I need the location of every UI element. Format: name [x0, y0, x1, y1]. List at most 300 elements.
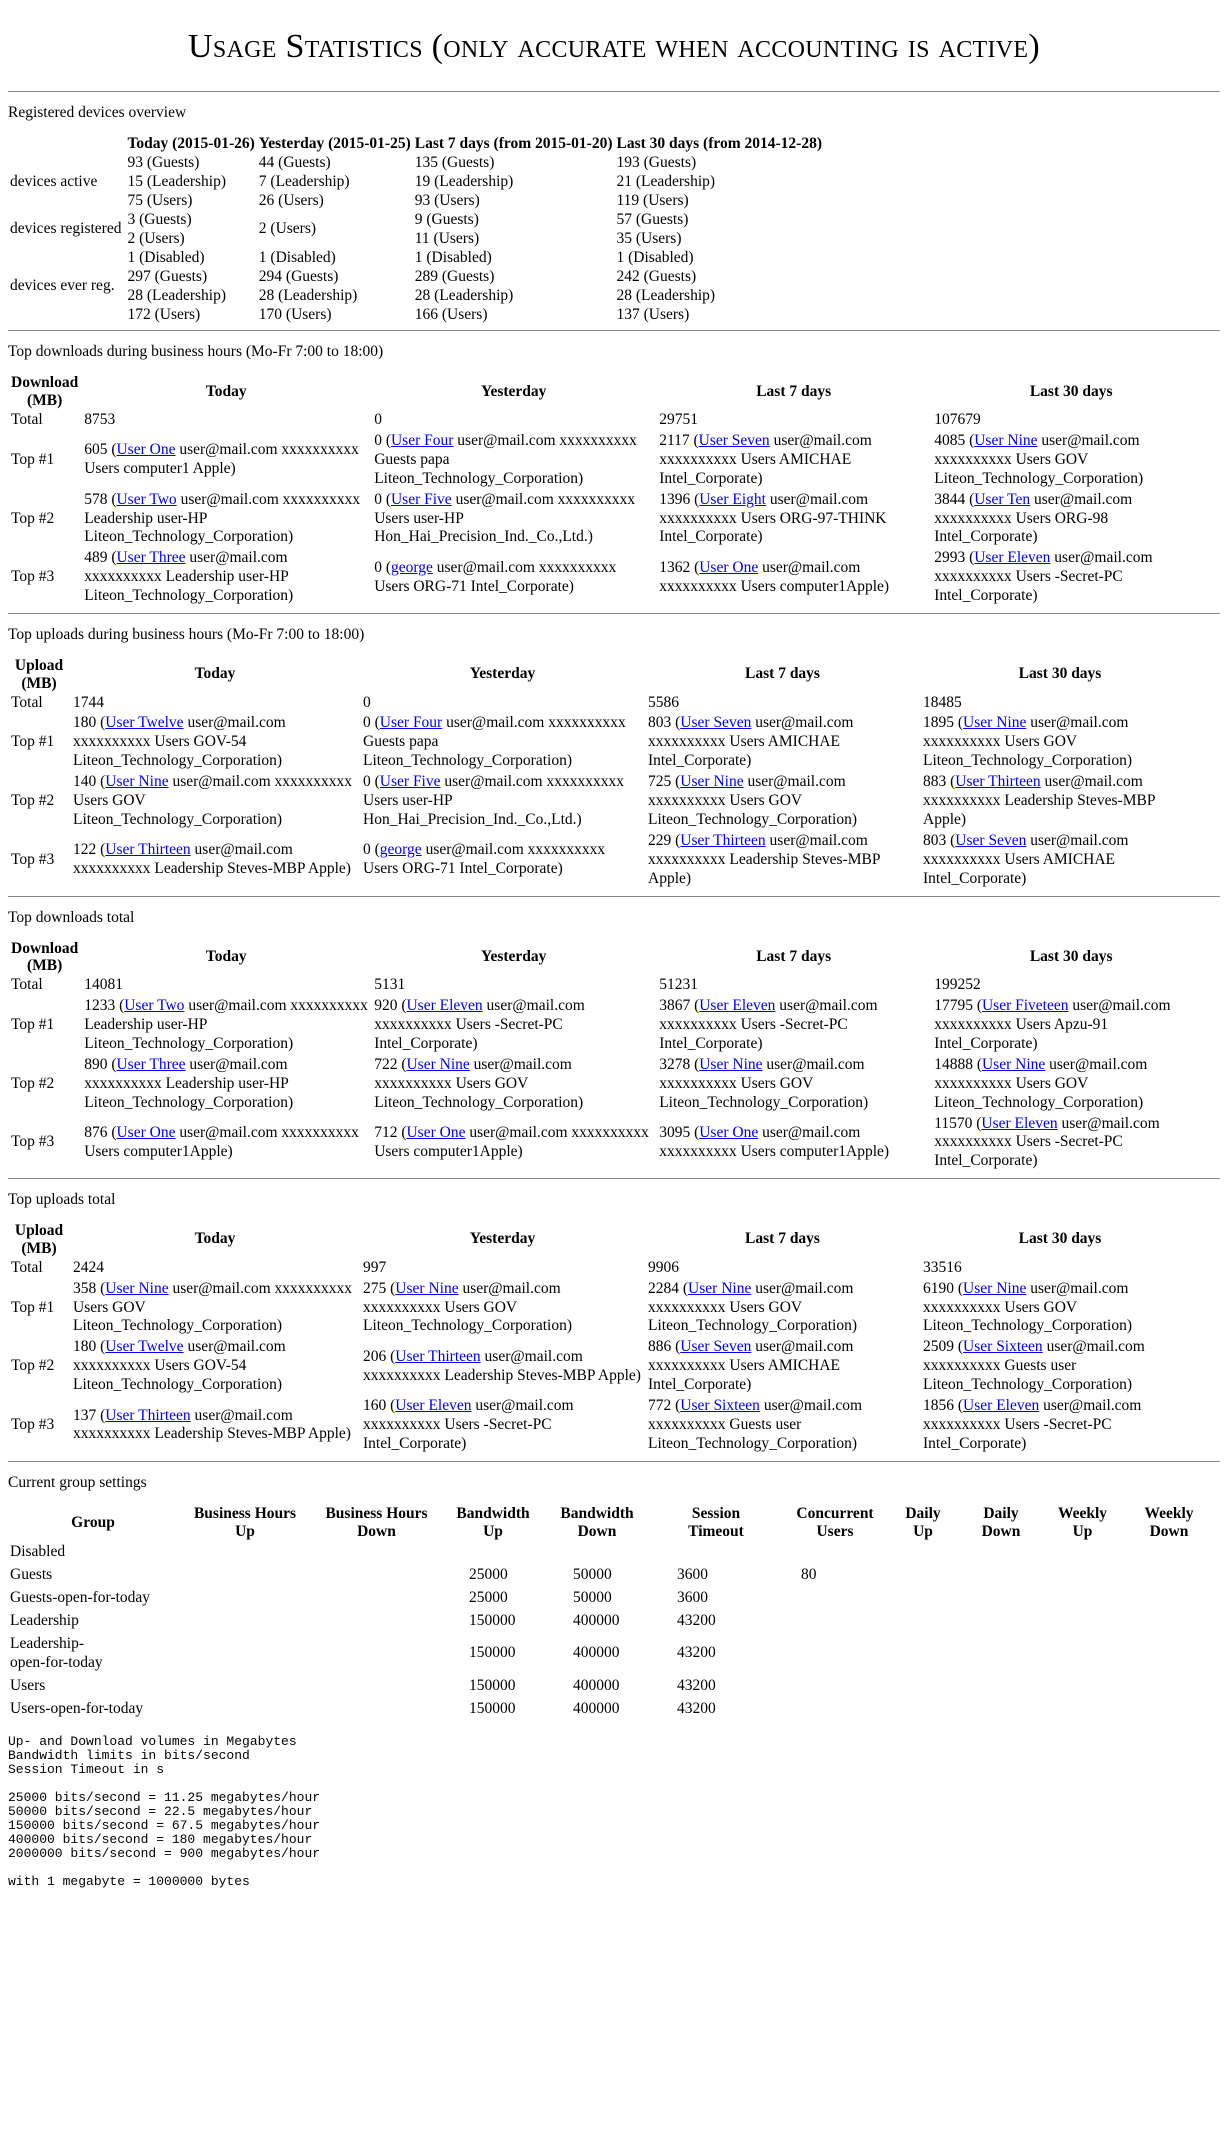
- group-value: [783, 1675, 887, 1698]
- group-value: [783, 1587, 887, 1610]
- entry-volume: 1233 (: [84, 997, 125, 1015]
- entry-details: user@mail.com xxxxxxxxxx Users -Secret-PC Intel_Corporate): [923, 1397, 1142, 1452]
- group-name: Users-open-for-today: [10, 1699, 144, 1717]
- user-link[interactable]: User Fiveteen: [981, 997, 1069, 1015]
- group-row: [8, 1610, 1216, 1633]
- entry-details: user@mail.com xxxxxxxxxx Guests papa Liteon_Technology_Corporation): [374, 431, 637, 487]
- group-name: Leadership: [10, 1612, 79, 1629]
- user-link[interactable]: User Sixteen: [963, 1338, 1043, 1356]
- top-rank-label: Top #2: [11, 509, 55, 527]
- group-row: [8, 1587, 1216, 1610]
- group-col-header-line: Users: [816, 1523, 854, 1540]
- group-value: 400000: [573, 1699, 620, 1717]
- entry-volume: 2993 (: [934, 549, 975, 567]
- user-link[interactable]: User Eleven: [699, 997, 776, 1015]
- group-value: 43200: [677, 1699, 716, 1717]
- group-value: 150000: [469, 1644, 516, 1662]
- entry-details: user@mail.com xxxxxxxxxx Users AMICHAE Intel_Corporate): [648, 1338, 854, 1394]
- devices-col-header: Last 7 days (from 2015-01-20): [414, 135, 613, 153]
- user-link[interactable]: User Three: [116, 549, 186, 567]
- user-link[interactable]: User One: [406, 1123, 466, 1141]
- devices-cell-line: 242 (Guests): [616, 267, 697, 285]
- entry-volume: 1396 (: [659, 490, 700, 508]
- group-col-header-line: Bandwidth: [560, 1504, 634, 1522]
- user-link[interactable]: User Eleven: [974, 549, 1051, 567]
- user-link[interactable]: User Eleven: [395, 1397, 472, 1415]
- total-label: Total: [11, 693, 43, 711]
- units-notes: Up- and Download volumes in Megabytes Bandwidth limits in bits/second Session Timeout in s 25000 bits/second = 11.25 megabytes/hour 50000 bits/second = 22.5 megabytes/hour 150000 bits/second = 67.5 megabytes/hour 400000 bits/second = 180 megabytes/hour 2000000 bits/second = 900 megabytes/hour with 1 megabyte = 1000000 bytes: [8, 1733, 321, 1889]
- entry-volume: 876 (: [84, 1123, 117, 1141]
- entry-volume: 122 (: [73, 841, 106, 859]
- total-label: Total: [11, 976, 43, 994]
- user-link[interactable]: User Four: [379, 714, 443, 732]
- entry-volume: 803 (: [648, 714, 681, 732]
- entry-volume: 0 (: [363, 841, 380, 859]
- top-entry: [371, 1055, 656, 1114]
- group-value: 50000: [573, 1589, 612, 1607]
- group-value: [887, 1587, 959, 1610]
- entry-volume: 886 (: [648, 1338, 681, 1356]
- top-table-header-row: [8, 940, 1211, 976]
- devices-cell-line: 119 (Users): [616, 192, 689, 210]
- top-rank-label: Top #3: [11, 1416, 55, 1433]
- entry-volume: 2117 (: [659, 431, 699, 449]
- top-entry: [371, 1114, 656, 1173]
- user-link[interactable]: User Seven: [955, 831, 1027, 849]
- group-value: [178, 1633, 312, 1675]
- user-link[interactable]: User Nine: [963, 714, 1027, 732]
- group-value: [1122, 1587, 1216, 1610]
- top-row: [8, 548, 1211, 607]
- period-header: Last 30 days: [1029, 382, 1113, 400]
- user-link[interactable]: User One: [116, 1123, 176, 1141]
- top-table-title: Top downloads during business hours (Mo-Fr 7:00 to 18:00): [8, 343, 384, 361]
- top-entry: [931, 431, 1211, 490]
- devices-cell-line: 75 (Users): [127, 192, 193, 210]
- total-value: 0: [374, 410, 382, 428]
- top-entry: [645, 772, 920, 831]
- top-rank-label: Top #1: [11, 1015, 55, 1033]
- top-entry: [70, 772, 360, 831]
- entry-details: user@mail.com xxxxxxxxxx Users ORG-71 Intel_Corporate): [363, 841, 606, 878]
- group-value: [783, 1610, 887, 1633]
- entry-volume: 803 (: [923, 831, 956, 849]
- top-entry: [371, 431, 656, 490]
- top-row: [8, 996, 1211, 1055]
- unit-header-line: Download: [11, 374, 79, 392]
- devices-cell-line: 28 (Leadership): [616, 286, 716, 304]
- user-link[interactable]: User Nine: [963, 1279, 1027, 1297]
- group-name: Leadership- open-for-today: [10, 1634, 103, 1671]
- top-entry: [371, 490, 656, 549]
- devices-row: [8, 154, 824, 211]
- devices-row-label: devices active: [10, 173, 98, 191]
- group-col-header: [441, 1505, 545, 1542]
- entry-volume: 4085 (: [934, 431, 975, 449]
- top-entry: [920, 1279, 1200, 1338]
- user-link[interactable]: User Thirteen: [105, 841, 191, 859]
- group-value: 400000: [573, 1612, 620, 1629]
- group-value: [887, 1675, 959, 1698]
- entry-volume: 275 (: [363, 1279, 396, 1297]
- top-entry: [360, 772, 645, 831]
- devices-cell-line: 172 (Users): [127, 305, 201, 323]
- group-value: [959, 1541, 1043, 1564]
- entry-volume: 3278 (: [659, 1055, 700, 1073]
- group-value: [1043, 1633, 1122, 1675]
- group-value: [649, 1541, 783, 1564]
- user-link[interactable]: User Nine: [680, 773, 744, 791]
- user-link[interactable]: User Nine: [105, 1279, 169, 1297]
- top-entry: [931, 548, 1211, 607]
- user-link[interactable]: User Two: [116, 490, 177, 508]
- group-col-header-line: Down: [577, 1523, 617, 1540]
- group-col-header: [887, 1505, 959, 1542]
- entry-volume: 578 (: [84, 490, 117, 508]
- user-link[interactable]: User Thirteen: [105, 1406, 191, 1424]
- user-link[interactable]: User Sixteen: [680, 1397, 760, 1415]
- user-link[interactable]: User Nine: [981, 1055, 1046, 1073]
- group-value: [312, 1541, 441, 1564]
- top-entry: [70, 1279, 360, 1338]
- top-entry: [70, 1396, 360, 1455]
- entry-details: user@mail.com xxxxxxxxxx Leadership user-HP Liteon_Technology_Corporation): [84, 997, 368, 1052]
- top-row: [8, 1055, 1211, 1114]
- user-link[interactable]: User Nine: [699, 1055, 763, 1073]
- total-value: 18485: [923, 693, 962, 711]
- top-rank-label: Top #3: [11, 1133, 55, 1151]
- top-table: [8, 1222, 1200, 1455]
- devices-cell-line: 93 (Guests): [127, 154, 200, 172]
- entry-volume: 180 (: [73, 714, 106, 732]
- top-row: [8, 490, 1211, 549]
- total-value: 33516: [923, 1258, 962, 1276]
- group-col-header-line: Up: [235, 1523, 255, 1540]
- top-entry: [920, 713, 1200, 772]
- top-entry: [70, 831, 360, 890]
- entry-volume: 1895 (: [923, 714, 964, 732]
- group-value: 150000: [469, 1612, 516, 1629]
- devices-cell-line: 170 (Users): [258, 305, 332, 323]
- devices-table: [8, 135, 824, 324]
- top-entry: [931, 996, 1211, 1055]
- top-table-title: Top uploads total: [8, 1191, 116, 1209]
- top-table-header-row: [8, 1222, 1200, 1258]
- top-row: [8, 1396, 1200, 1455]
- devices-cell: [413, 211, 615, 249]
- entry-volume: 6190 (: [923, 1279, 964, 1297]
- top-entry: [360, 831, 645, 890]
- entry-details: user@mail.com xxxxxxxxxx Users GOV Liteon_Technology_Corporation): [934, 1055, 1148, 1111]
- period-header: Last 30 days: [1018, 665, 1102, 683]
- group-col-header: [1122, 1505, 1216, 1542]
- user-link[interactable]: User Nine: [974, 431, 1038, 449]
- entry-details: user@mail.com xxxxxxxxxx Users GOV-54 Liteon_Technology_Corporation): [73, 1338, 286, 1394]
- user-link[interactable]: User One: [116, 441, 176, 459]
- group-value: [312, 1564, 441, 1587]
- user-link[interactable]: User Twelve: [105, 714, 184, 732]
- devices-corner: [8, 135, 125, 154]
- entry-volume: 140 (: [73, 773, 106, 791]
- user-link[interactable]: User Thirteen: [680, 831, 766, 849]
- group-col-header-line: Weekly: [1144, 1504, 1194, 1522]
- devices-section-title: Registered devices overview: [8, 104, 187, 122]
- unit-header: [8, 1222, 70, 1258]
- group-col-header-line: Down: [1149, 1523, 1189, 1540]
- group-value: 400000: [573, 1676, 620, 1694]
- entry-volume: 3095 (: [659, 1123, 700, 1141]
- group-row: [8, 1541, 1216, 1564]
- devices-cell: [125, 211, 256, 249]
- group-value: [1043, 1698, 1122, 1721]
- entry-details: user@mail.com xxxxxxxxxx Leadership user-HP Liteon_Technology_Corporation): [84, 549, 294, 605]
- top-row: [8, 1114, 1211, 1173]
- devices-cell-line: 26 (Users): [258, 192, 324, 210]
- devices-cell: [125, 249, 256, 325]
- user-link[interactable]: User Seven: [680, 1338, 752, 1356]
- unit-header: [8, 374, 81, 410]
- group-value: [887, 1610, 959, 1633]
- total-value: 5131: [374, 976, 406, 994]
- top-entry: [931, 490, 1211, 549]
- top-table-title: Top uploads during business hours (Mo-Fr 7:00 to 18:00): [8, 626, 365, 644]
- group-col-header-line: Business Hours: [325, 1504, 428, 1522]
- user-link[interactable]: User Nine: [105, 773, 169, 791]
- entry-details: user@mail.com xxxxxxxxxx Users computer1Apple): [659, 558, 890, 595]
- devices-col-header: Last 30 days (from 2014-12-28): [616, 135, 823, 153]
- group-value: [1043, 1610, 1122, 1633]
- group-value: [178, 1675, 312, 1698]
- top-entry: [70, 1337, 360, 1396]
- group-col-header-line: Business Hours: [193, 1504, 297, 1522]
- total-value: 997: [363, 1258, 387, 1276]
- total-row: [8, 1258, 1200, 1279]
- group-value: 43200: [677, 1676, 716, 1694]
- devices-cell-line: 137 (Users): [616, 305, 690, 323]
- total-value: 29751: [659, 410, 698, 428]
- devices-cell-line: 1 (Disabled): [414, 248, 492, 266]
- user-link[interactable]: User One: [699, 1123, 759, 1141]
- group-value: [959, 1633, 1043, 1675]
- divider: [8, 896, 1220, 897]
- devices-cell: [257, 211, 413, 249]
- group-value: [312, 1633, 441, 1675]
- devices-cell-line: 9 (Guests): [414, 211, 479, 228]
- user-link[interactable]: george: [390, 558, 433, 576]
- user-link[interactable]: User Eleven: [981, 1114, 1058, 1132]
- user-link[interactable]: User Nine: [406, 1055, 470, 1073]
- top-entry: [656, 490, 931, 549]
- total-value: 14081: [84, 976, 123, 994]
- entry-volume: 605 (: [84, 441, 117, 459]
- group-value: [1122, 1564, 1216, 1587]
- total-value: 51231: [659, 976, 698, 994]
- entry-details: user@mail.com xxxxxxxxxx Users GOV-54 Liteon_Technology_Corporation): [73, 714, 286, 770]
- user-link[interactable]: User Thirteen: [955, 773, 1041, 791]
- divider: [8, 1178, 1220, 1179]
- devices-cell-line: 2 (Users): [258, 220, 317, 238]
- top-entry: [70, 713, 360, 772]
- user-link[interactable]: User Ten: [974, 490, 1031, 508]
- top-entry: [931, 1114, 1211, 1173]
- top-table-header-row: [8, 374, 1211, 410]
- entry-volume: 2284 (: [648, 1279, 689, 1297]
- entry-details: user@mail.com xxxxxxxxxx Users ORG-71 Intel_Corporate): [374, 558, 617, 595]
- entry-volume: 206 (: [363, 1347, 396, 1365]
- group-col-header: [1043, 1505, 1122, 1542]
- user-link[interactable]: User Thirteen: [395, 1347, 481, 1365]
- top-entry: [645, 831, 920, 890]
- total-row: [8, 410, 1211, 431]
- group-name: Guests: [10, 1566, 53, 1584]
- top-rank-label: Top #2: [11, 1357, 55, 1375]
- devices-row-label: devices ever reg.: [10, 277, 115, 295]
- total-value: 2424: [73, 1258, 104, 1276]
- entry-volume: 14888 (: [934, 1055, 982, 1073]
- devices-cell-line: 28 (Leadership): [258, 286, 358, 304]
- entry-volume: 489 (: [84, 549, 117, 567]
- entry-details: user@mail.com xxxxxxxxxx Leadership user-HP Liteon_Technology_Corporation): [84, 1055, 294, 1111]
- total-value: 9906: [648, 1258, 679, 1276]
- group-col-header-line: Daily: [983, 1504, 1019, 1522]
- total-row: [8, 975, 1211, 996]
- devices-cell: [413, 249, 615, 325]
- top-entry: [656, 548, 931, 607]
- user-link[interactable]: User Seven: [698, 431, 770, 449]
- devices-cell-line: 28 (Leadership): [127, 286, 227, 304]
- group-col-header: [783, 1505, 887, 1542]
- group-value: [1122, 1633, 1216, 1675]
- entry-details: user@mail.com xxxxxxxxxx Leadership Steves-MBP Apple): [648, 831, 880, 887]
- user-link[interactable]: george: [379, 841, 422, 859]
- entry-details: user@mail.com xxxxxxxxxx Users -Secret-PC Intel_Corporate): [363, 1397, 574, 1452]
- user-link[interactable]: User One: [699, 558, 759, 576]
- devices-cell-line: 19 (Leadership): [414, 173, 514, 191]
- user-link[interactable]: User Five: [379, 773, 441, 791]
- entry-details: user@mail.com xxxxxxxxxx Users GOV Liteon_Technology_Corporation): [374, 1055, 584, 1111]
- top-entry: [645, 1279, 920, 1338]
- user-link[interactable]: User Three: [116, 1055, 186, 1073]
- divider: [8, 91, 1220, 92]
- group-value: 50000: [573, 1566, 612, 1584]
- top-entry: [360, 1337, 645, 1396]
- devices-cell-line: 294 (Guests): [258, 267, 339, 285]
- group-value: [959, 1675, 1043, 1698]
- entry-volume: 890 (: [84, 1055, 117, 1073]
- user-link[interactable]: User Seven: [680, 714, 752, 732]
- group-value: [887, 1541, 959, 1564]
- entry-volume: 0 (: [374, 431, 391, 449]
- user-link[interactable]: User Nine: [395, 1279, 459, 1297]
- group-row: [8, 1675, 1216, 1698]
- entry-details: user@mail.com xxxxxxxxxx Leadership Steves-MBP Apple): [73, 841, 351, 878]
- entry-volume: 17795 (: [934, 997, 982, 1015]
- user-link[interactable]: User Five: [390, 490, 452, 508]
- devices-cell: [257, 154, 413, 211]
- top-rank-label: Top #3: [11, 850, 55, 868]
- user-link[interactable]: User Eleven: [406, 997, 483, 1015]
- group-col-header-line: Concurrent: [796, 1504, 874, 1522]
- group-value: 25000: [469, 1566, 508, 1584]
- group-value: [887, 1698, 959, 1721]
- top-entry: [360, 1279, 645, 1338]
- entry-volume: 722 (: [374, 1055, 407, 1073]
- entry-details: user@mail.com xxxxxxxxxx Users GOV Liteon_Technology_Corporation): [648, 773, 857, 828]
- top-entry: [931, 1055, 1211, 1114]
- total-value: 107679: [934, 410, 981, 428]
- top-entry: [81, 490, 371, 549]
- unit-header: [8, 940, 81, 976]
- group-value: [959, 1610, 1043, 1633]
- entry-details: user@mail.com xxxxxxxxxx Users GOV Liteon_Technology_Corporation): [648, 1279, 857, 1335]
- unit-header-line: Upload: [14, 1222, 64, 1240]
- period-header: Today: [194, 665, 236, 683]
- top-entry: [645, 1396, 920, 1455]
- group-value: [178, 1564, 312, 1587]
- entry-details: user@mail.com xxxxxxxxxx Users GOV Liteon_Technology_Corporation): [363, 1279, 572, 1335]
- entry-volume: 1856 (: [923, 1397, 964, 1415]
- devices-cell-line: 93 (Users): [414, 192, 480, 210]
- devices-cell-line: 297 (Guests): [127, 267, 208, 285]
- unit-header-line: (MB): [26, 957, 63, 975]
- entry-details: user@mail.com xxxxxxxxxx Users GOV Liteon_Technology_Corporation): [73, 1279, 353, 1335]
- entry-volume: 920 (: [374, 997, 407, 1015]
- period-header: Yesterday: [469, 1230, 536, 1248]
- entry-details: user@mail.com xxxxxxxxxx Users ORG-98 Intel_Corporate): [934, 490, 1133, 546]
- top-row: [8, 772, 1200, 831]
- entry-details: user@mail.com xxxxxxxxxx Leadership Steves-MBP Apple): [73, 1406, 351, 1443]
- devices-cell-line: 2 (Users): [127, 229, 185, 247]
- period-header: Yesterday: [480, 947, 547, 965]
- group-value: [783, 1633, 887, 1675]
- top-entry: [656, 431, 931, 490]
- devices-cell: [125, 154, 256, 211]
- period-header: Today: [205, 382, 247, 400]
- user-link[interactable]: User Two: [124, 997, 185, 1015]
- top-row: [8, 831, 1200, 890]
- period-header: Last 7 days: [745, 1230, 820, 1248]
- entry-volume: 883 (: [923, 773, 956, 791]
- top-table-title: Top downloads total: [8, 908, 135, 926]
- period-header: Last 7 days: [745, 665, 820, 683]
- devices-cell-line: 193 (Guests): [616, 154, 697, 172]
- user-link[interactable]: User Four: [390, 431, 454, 449]
- group-value: [887, 1633, 959, 1675]
- entry-details: user@mail.com xxxxxxxxxx Users -Secret-PC Intel_Corporate): [934, 549, 1153, 605]
- period-header: Today: [205, 947, 247, 965]
- top-entry: [81, 1055, 371, 1114]
- entry-volume: 725 (: [648, 773, 681, 791]
- top-entry: [656, 1055, 931, 1114]
- unit-header-line: (MB): [21, 674, 57, 692]
- group-value: 150000: [469, 1699, 516, 1717]
- user-link[interactable]: User Twelve: [105, 1338, 184, 1356]
- user-link[interactable]: User Eight: [699, 490, 766, 508]
- group-col-header: [959, 1505, 1043, 1542]
- group-col-header: [312, 1505, 441, 1542]
- total-row: [8, 693, 1200, 714]
- top-table-header-row: [8, 657, 1200, 693]
- user-link[interactable]: User Nine: [688, 1279, 752, 1297]
- entry-details: user@mail.com xxxxxxxxxx Users computer1Apple): [84, 1123, 359, 1160]
- top-entry: [81, 996, 371, 1055]
- page-title: Usage Statistics (only accurate when accounting is active): [188, 28, 1040, 65]
- user-link[interactable]: User Eleven: [963, 1397, 1040, 1415]
- group-value: [959, 1698, 1043, 1721]
- group-value: [1122, 1610, 1216, 1633]
- entry-details: user@mail.com xxxxxxxxxx Users computer1Apple): [374, 1123, 649, 1160]
- entry-details: user@mail.com xxxxxxxxxx Users -Secret-PC Intel_Corporate): [934, 1114, 1160, 1170]
